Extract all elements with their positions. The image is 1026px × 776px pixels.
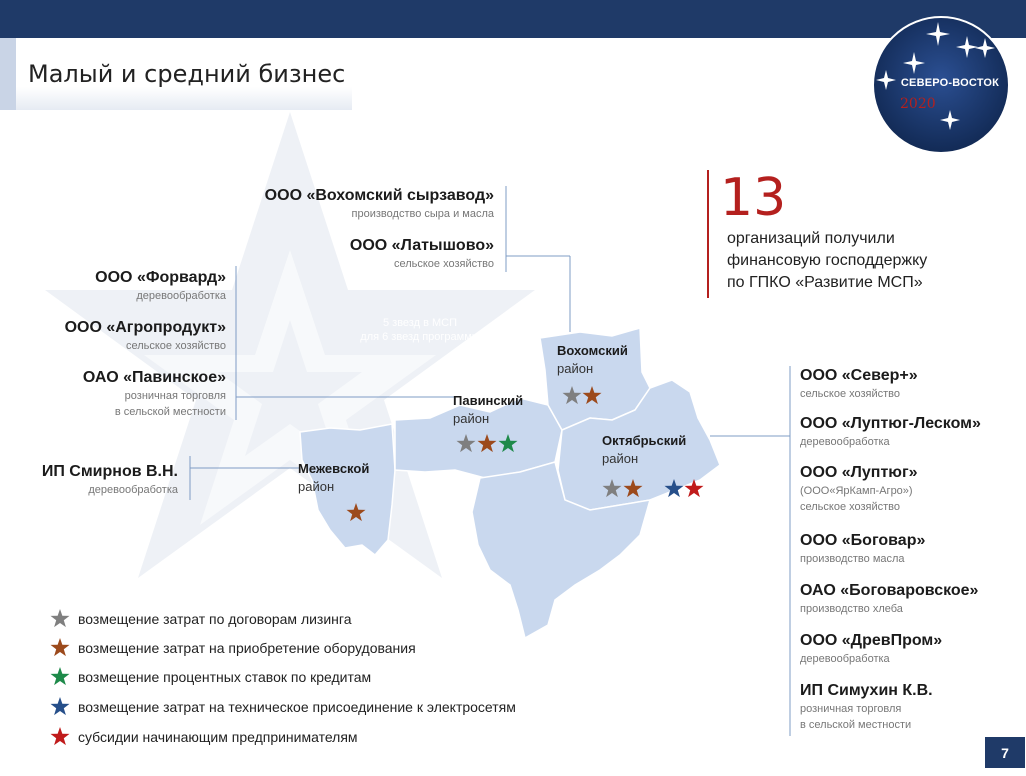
district-label-oktyabr: Октябрьский район [602, 433, 687, 466]
mezha-brown-star-icon [347, 503, 366, 521]
watermark-text: 5 звезд в МСП для 6 звезд программы [360, 317, 480, 343]
brown-star-icon [50, 638, 70, 658]
company-oktyabr-7: ИП Симухин К.В. розничная торговля в сельской местности [800, 682, 933, 731]
legend-item-equipment: возмещение затрат на приобретение оборудования [50, 637, 416, 659]
pavino-grey-star-icon [457, 434, 476, 452]
company-oktyabr-4: ООО «Боговар» производство масла [800, 532, 926, 565]
company-pavino-1: ООО «Форвард» деревообработка [95, 269, 226, 302]
company-mezha-1: ИП Смирнов В.Н. деревообработка [41, 463, 178, 496]
company-oktyabr-5: ОАО «Боговаровское» производство хлеба [800, 582, 979, 615]
pavino-green-star-icon [499, 434, 518, 452]
company-oktyabr-2: ООО «Луптюг-Леском» деревообработка [800, 415, 981, 448]
company-oktyabr-6: ООО «ДревПром» деревообработка [800, 632, 943, 665]
logo-name: СЕВЕРО-ВОСТОК [900, 77, 1000, 89]
counter-description: организаций получили финансовую господдержку по ГПКО «Развитие МСП» [727, 230, 928, 291]
green-star-icon [50, 667, 70, 687]
logo-year: 2020 [900, 96, 936, 112]
organizations-count: 13 [720, 168, 787, 228]
oktyabr-blue-star-icon [665, 479, 684, 497]
pavino-brown-star-icon [478, 434, 497, 452]
district-label-mezha: Межевской район [298, 461, 370, 494]
legend-item-grid: возмещение затрат на техническое присоединение к электросетям [50, 696, 516, 718]
company-pavino-2: ООО «Агропродукт» сельское хозяйство [64, 319, 226, 352]
company-vokhma-2: ООО «Латышово» сельское хозяйство [349, 237, 494, 270]
company-vokhma-1: ООО «Вохомский сырзавод» производство сыра и масла [264, 187, 494, 220]
counter-accent-bar [707, 170, 709, 298]
vokhma-brown-star-icon [583, 386, 602, 404]
vokhma-grey-star-icon [563, 386, 582, 404]
district-label-pavino: Павинский район [453, 393, 524, 426]
legend-item-leasing: возмещение затрат по договорам лизинга [50, 608, 352, 630]
district-label-vokhma: Вохомский район [557, 343, 628, 376]
company-pavino-3: ОАО «Павинское» розничная торговля в сельской местности [82, 369, 226, 418]
blue-star-icon [50, 697, 70, 717]
legend-item-startup: субсидии начинающим предпринимателям [50, 726, 358, 748]
oktyabr-brown-star-icon [624, 479, 643, 497]
red-star-icon [50, 727, 70, 747]
page-title: Малый и средний бизнес [28, 60, 346, 88]
legend-item-credit: возмещение процентных ставок по кредитам [50, 666, 371, 688]
company-oktyabr-1: ООО «Север+» сельское хозяйство [800, 367, 918, 400]
oktyabr-red-star-icon [685, 479, 704, 497]
grey-star-icon [50, 609, 70, 629]
company-oktyabr-3: ООО «Луптюг» (ООО«ЯрКамп-Агро») сельское хозяйство [800, 464, 918, 513]
page-number: 7 [985, 737, 1025, 768]
oktyabr-grey-star-icon [603, 479, 622, 497]
